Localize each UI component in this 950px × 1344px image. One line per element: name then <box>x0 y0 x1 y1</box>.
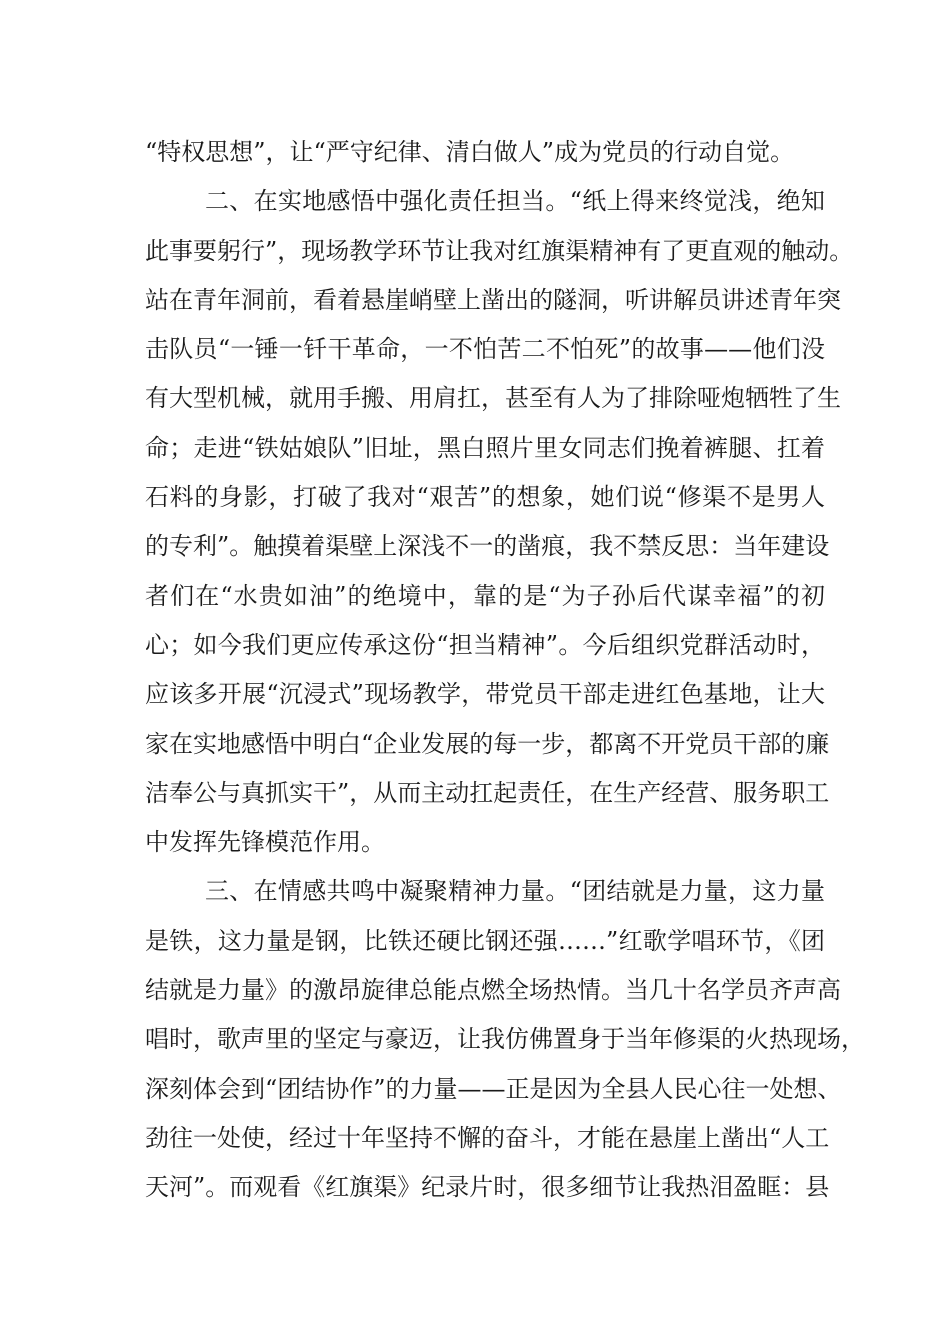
text-line: 唱时，歌声里的坚定与豪迈，让我仿佛置身于当年修渠的火热现场， <box>145 1025 865 1054</box>
text-line: 结就是力量》的激昂旋律总能点燃全场热情。当几十名学员齐声高 <box>145 976 841 1005</box>
text-line: 者们在“水贵如油”的绝境中，靠的是“为子孙后代谋幸福”的初 <box>145 581 825 610</box>
text-line: 家在实地感悟中明白“企业发展的每一步，都离不开党员干部的廉 <box>145 729 830 758</box>
text-line: 心；如今我们更应传承这份“担当精神”。今后组织党群活动时， <box>145 630 825 659</box>
text-line: 此事要躬行”，现场教学环节让我对红旗渠精神有了更直观的触动。 <box>145 236 854 265</box>
text-line: 击队员“一锤一钎干革命，一不怕苦二不怕死”的故事——他们没 <box>145 335 825 364</box>
text-line: 有大型机械，就用手搬、用肩扛，甚至有人为了排除哑炮牺牲了生 <box>145 384 841 413</box>
document-body <box>145 128 865 1213</box>
text-line: 深刻体会到“团结协作”的力量——正是因为全县人民心往一处想、 <box>145 1074 842 1103</box>
text-line: 的专利”。触摸着渠壁上深浅不一的凿痕，我不禁反思：当年建设 <box>145 532 830 561</box>
text-line: 天河”。而观看《红旗渠》纪录片时，很多细节让我热泪盈眶：县 <box>145 1173 830 1202</box>
text-line: 是铁，这力量是钢，比铁还硬比钢还强……”红歌学唱环节，《团 <box>145 926 825 955</box>
text-line: 命；走进“铁姑娘队”旧址，黑白照片里女同志们挽着裤腿、扛着 <box>145 433 825 462</box>
text-line: 石料的身影，打破了我对“艰苦”的想象，她们说“修渠不是男人 <box>145 483 825 512</box>
paragraph-heading-line: 二、在实地感悟中强化责任担当。“纸上得来终觉浅，绝知 <box>205 187 825 216</box>
text-line: 劲往一处使，经过十年坚持不懈的奋斗，才能在悬崖上凿出“人工 <box>145 1123 830 1152</box>
text-line: “特权思想”，让“严守纪律、清白做人”成为党员的行动自觉。 <box>145 138 795 166</box>
text-line: 应该多开展“沉浸式”现场教学，带党员干部走进红色基地，让大 <box>145 680 825 709</box>
text-line: 洁奉公与真抓实干”，从而主动扛起责任，在生产经营、服务职工 <box>145 778 830 807</box>
paragraph-heading-line: 三、在情感共鸣中凝聚精神力量。“团结就是力量，这力量 <box>205 877 825 906</box>
text-line: 中发挥先锋模范作用。 <box>145 828 385 857</box>
text-line: 站在青年洞前，看着悬崖峭壁上凿出的隧洞，听讲解员讲述青年突 <box>145 285 841 314</box>
